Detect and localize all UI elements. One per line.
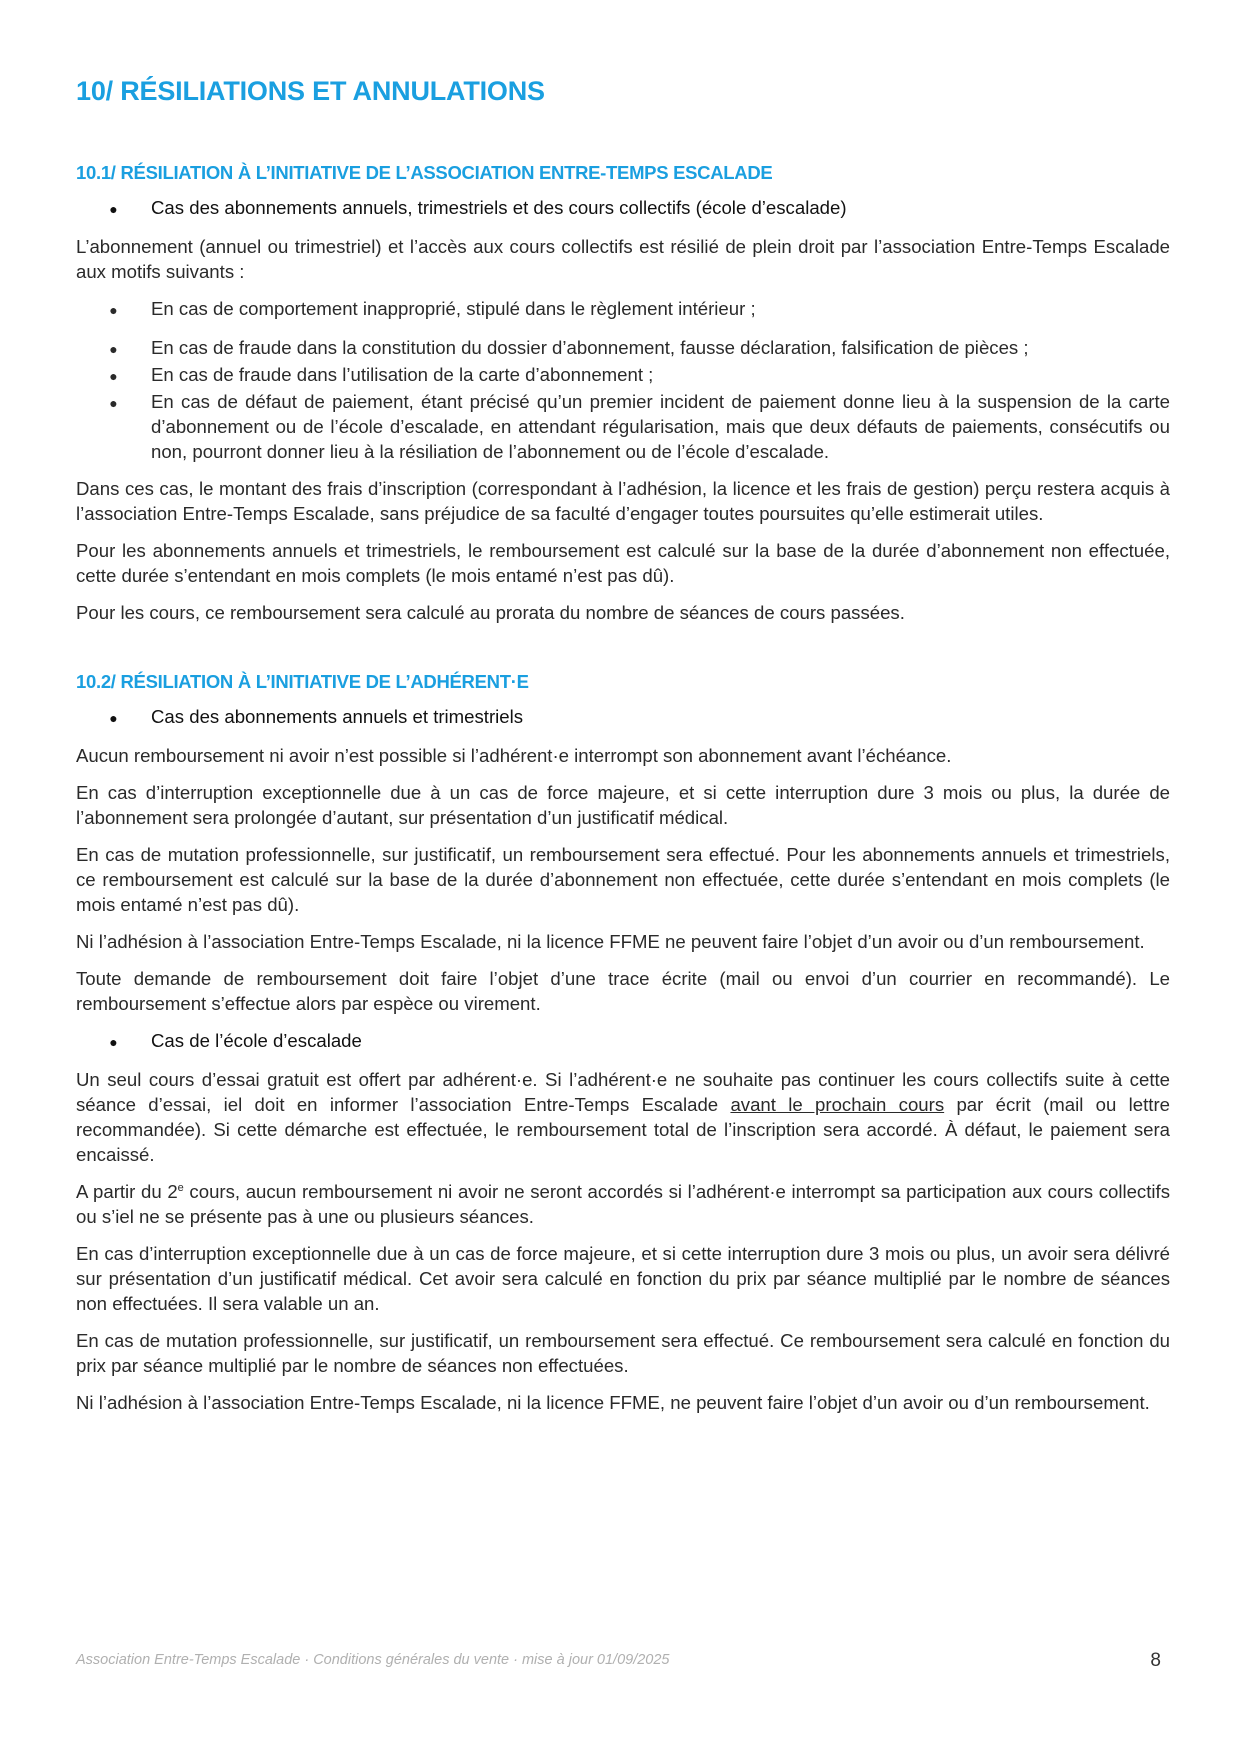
list-item	[76, 296, 1170, 323]
list-item	[76, 389, 1170, 464]
bullet-icon: ●	[109, 341, 118, 357]
bullet-icon: ●	[109, 302, 118, 318]
paragraph: L’abonnement (annuel ou trimestriel) et l’accès aux cours collectifs est résilié de plein droit par l’association Entre-Temps Escalade aux motifs suivants :	[76, 236, 1170, 282]
text-span: cours, aucun remboursement ni avoir ne seront accordés si l’adhérent·e interrompt sa participation aux cours collectifs ou s’iel ne se présente pas à une ou plusieurs séances.	[76, 1181, 1170, 1227]
paragraph: Aucun remboursement ni avoir n’est possible si l’adhérent·e interrompt son abonnement avant l’échéance.	[76, 745, 952, 766]
case-bullet-label: Cas des abonnements annuels et trimestriels	[151, 706, 524, 727]
case-bullet-label: Cas des abonnements annuels, trimestriels et des cours collectifs (école d’escalade)	[151, 197, 847, 218]
paragraph: Ni l’adhésion à l’association Entre-Temps Escalade, ni la licence FFME ne peuvent faire l’objet d’un avoir ou d’un remboursement.	[76, 931, 1145, 952]
paragraph: Toute demande de remboursement doit faire l’objet d’une trace écrite (mail ou envoi d’un courrier en recommandé). Le remboursement s’effectue alors par espèce ou virement.	[76, 968, 1170, 1014]
list-item-text: En cas de fraude dans l’utilisation de la carte d’abonnement ;	[151, 364, 654, 385]
trial-course-paragraph	[76, 1067, 1170, 1167]
list-item	[76, 335, 1170, 362]
paragraph: Dans ces cas, le montant des frais d’inscription (correspondant à l’adhésion, la licence et les frais de gestion) perçu restera acquis à l’association Entre-Temps Escalade, sans préjudice de sa faculté d’engager toutes poursuites qu’elle estimerait utiles.	[76, 478, 1170, 524]
case-bullet	[76, 1028, 1170, 1055]
paragraph: Pour les abonnements annuels et trimestriels, le remboursement est calculé sur la base de la durée d’abonnement non effectuée, cette durée s’entendant en mois complets (le mois entamé n’est pas dû).	[76, 540, 1170, 586]
text-span: A partir du 2	[76, 1181, 178, 1202]
list-item-text: En cas de comportement inapproprié, stipulé dans le règlement intérieur ;	[151, 298, 756, 319]
bullet-icon: ●	[109, 368, 118, 384]
superscript: e	[177, 1181, 184, 1194]
text-span: par écrit (mail ou lettre recommandée). Si cette démarche est effectuée, le remboursement total de l’inscription sera accordé. À défaut, le paiement sera encaissé.	[76, 1094, 1171, 1165]
bullet-icon: ●	[109, 710, 118, 726]
section-content	[76, 160, 1170, 1427]
list-item-text: En cas de fraude dans la constitution du dossier d’abonnement, fausse déclaration, falsification de pièces ;	[151, 337, 1029, 358]
page-number: 8	[1150, 1650, 1161, 1671]
underlined-text: avant le prochain cours	[730, 1094, 945, 1115]
paragraph: Pour les cours, ce remboursement sera calculé au prorata du nombre de séances de cours passées.	[76, 602, 905, 623]
subsection-heading-10-1: 10.1/ RÉSILIATION À L’INITIATIVE DE L’ASSOCIATION ENTRE-TEMPS ESCALADE	[76, 162, 773, 183]
case-bullet-label: Cas de l’école d’escalade	[151, 1030, 362, 1051]
termination-reasons-list	[76, 296, 1170, 464]
paragraph: En cas d’interruption exceptionnelle due à un cas de force majeure, et si cette interruption dure 3 mois ou plus, un avoir sera délivré sur présentation d’un justificatif médical. Cet avoir sera calculé en fonction du prix par séance multiplié par le nombre de séances non effectuées. Il sera valable un an.	[76, 1243, 1170, 1314]
section-title: 10/ RÉSILIATIONS ET ANNULATIONS	[76, 76, 545, 106]
case-bullet	[76, 195, 1170, 222]
paragraph: Ni l’adhésion à l’association Entre-Temps Escalade, ni la licence FFME, ne peuvent faire l’objet d’un avoir ou d’un remboursement.	[76, 1392, 1150, 1413]
list-item-text: En cas de défaut de paiement, étant précisé qu’un premier incident de paiement donne lieu à la suspension de la carte d’abonnement ou de l’école d’escalade, en attendant régularisation, mais que deux défauts de paiements, consécutifs ou non, pourront donner lieu à la résiliation de l’abonnement ou de l’école d’escalade.	[151, 391, 1170, 462]
bullet-icon: ●	[109, 201, 118, 217]
paragraph: En cas de mutation professionnelle, sur justificatif, un remboursement sera effectué. Pour les abonnements annuels et trimestriels, ce remboursement est calculé sur la base de la durée d’abonnement non effectuée, cette durée s’entendant en mois complets (le mois entamé n’est pas dû).	[76, 844, 1170, 915]
subsection-heading-10-2: 10.2/ RÉSILIATION À L’INITIATIVE DE L’ADHÉRENT·E	[76, 671, 529, 692]
footer-text: Association Entre-Temps Escalade · Conditions générales du vente · mise à jour 01/09/2025	[76, 1652, 670, 1668]
paragraph: En cas de mutation professionnelle, sur justificatif, un remboursement sera effectué. Ce remboursement sera calculé en fonction du prix par séance multiplié par le nombre de séances non effectuées.	[76, 1330, 1170, 1376]
bullet-icon: ●	[109, 395, 118, 411]
text-span: Un seul cours d’essai gratuit est offert par adhérent·e. Si l’adhérent·e ne souhaite pas continuer les cours collectifs suite à cette séance d’essai, iel doit en informer l’association Entre-Temps Escalade	[76, 1069, 1170, 1115]
list-item	[76, 362, 1170, 389]
bullet-icon: ●	[109, 1034, 118, 1050]
case-bullet	[76, 704, 1170, 731]
second-course-paragraph	[76, 1179, 1170, 1229]
paragraph: En cas d’interruption exceptionnelle due à un cas de force majeure, et si cette interruption dure 3 mois ou plus, la durée de l’abonnement sera prolongée d’autant, sur présentation d’un justificatif médical.	[76, 782, 1170, 828]
